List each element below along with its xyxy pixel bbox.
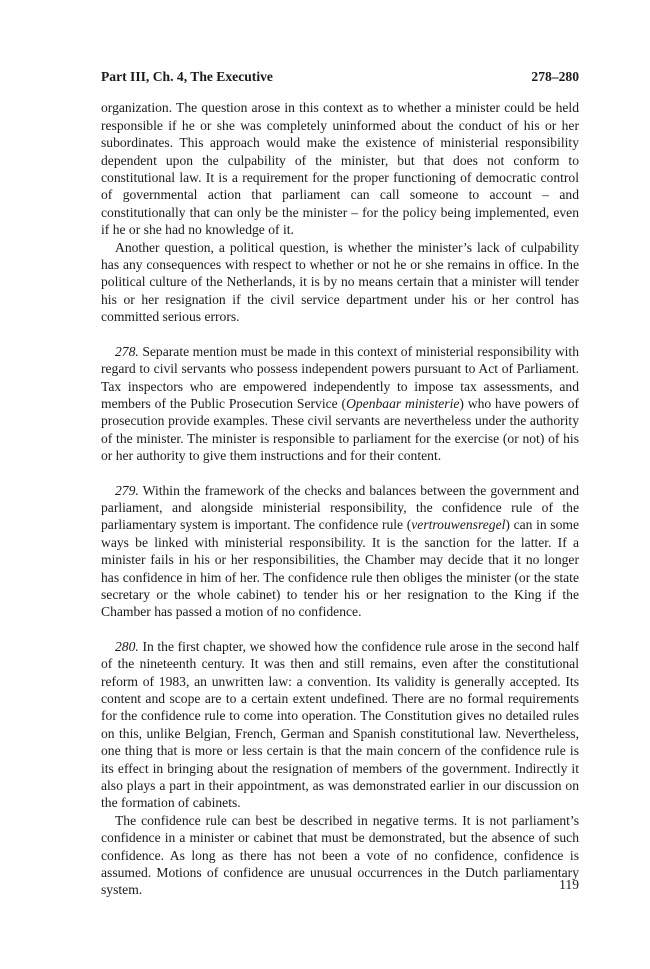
- section-number-278: 278.: [115, 343, 139, 359]
- section-279: [101, 482, 579, 621]
- section-280: [101, 638, 579, 812]
- section-number-280: 280.: [115, 638, 139, 654]
- paragraph-political-question: Another question, a political question, is whether the minister’s lack of culpability has any consequences with respect to whether or not he or she remains in office. In the political culture of the Netherlands, it is by no means certain that a minister will tender his or her resignation if the civil service department under his or her control has committed serious errors.: [101, 239, 579, 325]
- page-body: [101, 68, 579, 899]
- paragraph-continued: organization. The question arose in this context as to whether a minister could be held responsible if he or she was completely uninformed about the conduct of his or her subordinates. This approach would make the existence of ministerial responsibility dependent upon the culpability of the minister, but that does not conform to constitutional law. It is a requirement for the proper functioning of democratic control of governmental action that parliament can call someone to account – and constitutionally that can only be the minister – for the policy being implemented, even if he or she had no knowledge of it.: [101, 100, 579, 238]
- section-280-text: In the first chapter, we showed how the confidence rule arose in the second half of the nineteenth century. It was then and still remains, even after the constitutional reform of 1983, an unwritten law: a convention. Its validity is generally accepted. Its content and scope are to a certain extent undefined. There are no formal requirements for the confidence rule to come into operation. The Constitution gives no detailed rules on this, unlike Belgian, French, German and Spanish constitutional law. Nevertheless, one thing that is more or less certain is that the main concern of the confidence rule is its effect in bringing about the resignation of members of the government. Indirectly it also plays a part in their appointment, as was demonstrated earlier in our discussion on the formation of cabinets.: [101, 638, 579, 811]
- section-number-279: 279.: [115, 482, 139, 498]
- running-header: [101, 68, 579, 85]
- section-279-text-b: ) can in some ways be linked with ministerial responsibility. It is the sanction for the latter. If a minister fails in his or her responsibilities, the Chamber may decide that it no longer has confidence in him of her. The confidence rule then obliges the minister (or the state secretary or the whole cabinet) to tender his or her resignation to the King if the Chamber has passed a motion of no confidence.: [101, 517, 580, 620]
- section-278: [101, 343, 579, 465]
- section-278-text-a: Separate mention must be made in this context of ministerial responsibility with regard to civil servants who possess independent powers pursuant to Act of Parliament. Tax inspectors who are empowered independently to impose tax assessments, and members of the Public Prosecution Service (: [101, 343, 579, 411]
- running-title: Part III, Ch. 4, The Executive: [101, 69, 273, 84]
- section-range: 278–280: [531, 69, 579, 84]
- paragraph-negative-terms: The confidence rule can best be described in negative terms. It is not parliament’s confidence in a minister or cabinet that must be demonstrated, but the absence of such confidence. As long as there has not been a vote of no confidence, confidence is assumed. Motions of confidence are unusual occurrences in the Dutch parliamentary system.: [101, 812, 579, 898]
- section-278-term: Openbaar ministerie: [346, 395, 460, 411]
- page-number: 119: [559, 877, 579, 892]
- section-278-text-b: ) who have powers of prosecution provide examples. These civil servants are nevertheless under the authority of the minister. The minister is responsible to parliament for the exercise (or not) of his or her authority to give them instructions and for their content.: [101, 395, 579, 464]
- section-279-text-a: Within the framework of the checks and balances between the government and parliament, and alongside ministerial responsibility, the confidence rule of the parliamentary system is important. The confidence rule (: [101, 482, 579, 533]
- section-279-term: vertrouwensregel: [411, 517, 506, 533]
